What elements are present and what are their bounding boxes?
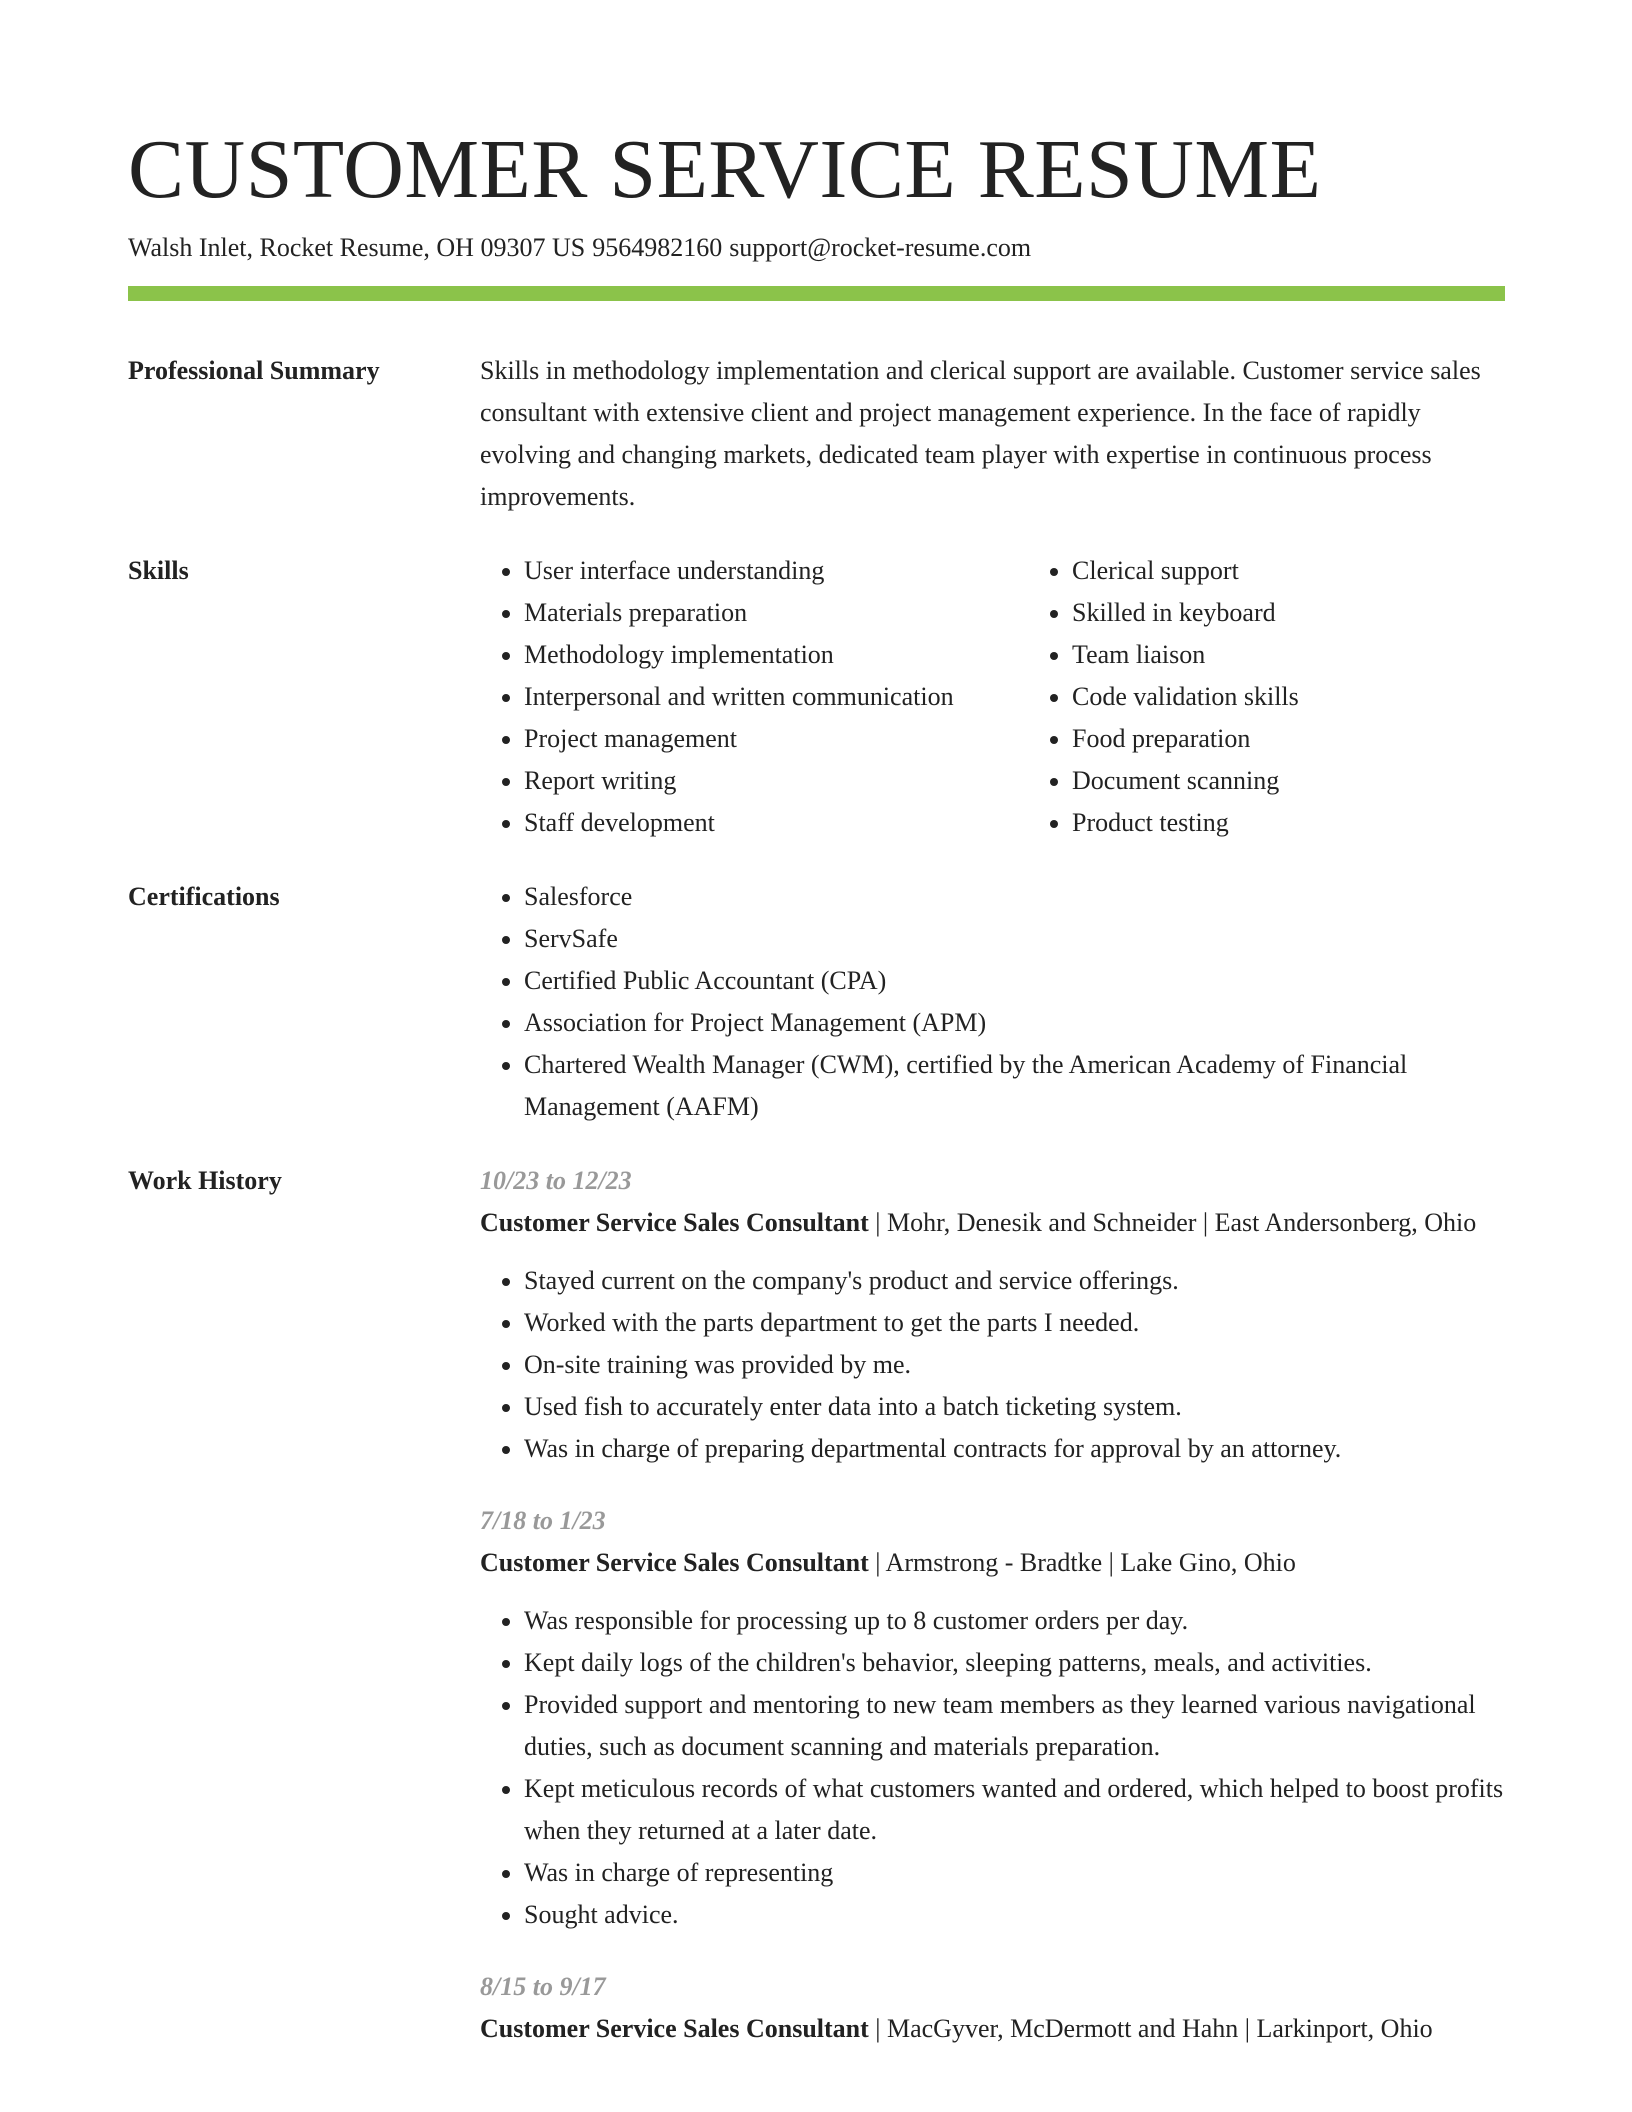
job-title: Customer Service Sales Consultant	[480, 2014, 869, 2043]
certification-item: • Certified Public Accountant (CPA)	[524, 960, 1505, 1002]
job-bullet: • Sought advice.	[524, 1894, 1505, 1936]
skill-item: • Team liaison	[1072, 634, 1505, 676]
resume-body	[128, 350, 1505, 2112]
work-history-content	[480, 1160, 1505, 2080]
section-skills	[128, 550, 1505, 844]
job-company-location: | MacGyver, McDermott and Hahn | Larkinport, Ohio	[868, 2014, 1433, 2043]
job-title: Customer Service Sales Consultant	[480, 1208, 869, 1237]
skills-list-left	[480, 550, 984, 844]
skill-item: • Product testing	[1072, 802, 1505, 844]
skill-item: • Document scanning	[1072, 760, 1505, 802]
job-bullet: • Was responsible for processing up to 8 customer orders per day.	[524, 1600, 1505, 1642]
job-bullet: • On-site training was provided by me.	[524, 1344, 1505, 1386]
job-bullet: • Provided support and mentoring to new team members as they learned various navigational duties, such as document scanning and materials preparation.	[524, 1684, 1505, 1768]
skill-item: • Code validation skills	[1072, 676, 1505, 718]
certifications-content	[480, 876, 1505, 1128]
certification-item: • Salesforce	[524, 876, 1505, 918]
contact-line	[128, 230, 1038, 266]
contact-address: Walsh Inlet, Rocket Resume, OH 09307 US	[128, 233, 586, 262]
job-heading	[480, 1542, 1505, 1584]
resume-title: CUSTOMER SERVICE RESUME	[128, 123, 1322, 216]
job-bullet: • Worked with the parts department to get the parts I needed.	[524, 1302, 1505, 1344]
skill-item: • Interpersonal and written communication	[524, 676, 984, 718]
skill-item: • Report writing	[524, 760, 984, 802]
job-company-location: | Mohr, Denesik and Schneider | East Andersonberg, Ohio	[868, 1208, 1477, 1237]
section-work-history	[128, 1160, 1505, 2080]
skills-content	[480, 550, 1505, 844]
job-bullets	[480, 1260, 1505, 1470]
skill-item: • Materials preparation	[524, 592, 984, 634]
job-heading	[480, 2008, 1505, 2050]
section-certifications	[128, 876, 1505, 1128]
certifications-list	[480, 876, 1505, 1128]
skill-item: • Staff development	[524, 802, 984, 844]
section-label-certifications: Certifications	[128, 882, 280, 911]
job-bullet: • Was in charge of preparing departmental contracts for approval by an attorney.	[524, 1428, 1505, 1470]
job-dates: 7/18 to 1/23	[480, 1506, 606, 1535]
job-entry	[480, 1500, 1505, 1936]
job-bullet: • Was in charge of representing	[524, 1852, 1505, 1894]
section-summary	[128, 350, 1505, 518]
job-bullet: • Stayed current on the company's product and service offerings.	[524, 1260, 1505, 1302]
accent-divider	[128, 286, 1505, 301]
skill-item: • Skilled in keyboard	[1072, 592, 1505, 634]
job-title: Customer Service Sales Consultant	[480, 1548, 869, 1577]
certification-item: • ServSafe	[524, 918, 1505, 960]
job-bullet: • Kept daily logs of the children's behavior, sleeping patterns, meals, and activities.	[524, 1642, 1505, 1684]
section-label-skills: Skills	[128, 556, 189, 585]
certification-item: • Chartered Wealth Manager (CWM), certified by the American Academy of Financial Management (AAFM)	[524, 1044, 1505, 1128]
job-bullets	[480, 1600, 1505, 1936]
job-bullet: • Kept meticulous records of what customers wanted and ordered, which helped to boost profits when they returned at a later date.	[524, 1768, 1505, 1852]
skill-item: • Project management	[524, 718, 984, 760]
section-label-work-history: Work History	[128, 1166, 282, 1195]
section-label-summary: Professional Summary	[128, 356, 380, 385]
skill-item: • User interface understanding	[524, 550, 984, 592]
skill-item: • Clerical support	[1072, 550, 1505, 592]
job-heading	[480, 1202, 1505, 1244]
job-dates: 8/15 to 9/17	[480, 1972, 606, 2001]
job-company-location: | Armstrong - Bradtke | Lake Gino, Ohio	[868, 1548, 1296, 1577]
skill-item: • Methodology implementation	[524, 634, 984, 676]
skill-item: • Food preparation	[1072, 718, 1505, 760]
summary-content	[480, 350, 1505, 518]
job-entry	[480, 1160, 1505, 1470]
certification-item: • Association for Project Management (APM)	[524, 1002, 1505, 1044]
skills-list-right	[1028, 550, 1505, 844]
job-entry	[480, 1966, 1505, 2050]
contact-email: support@rocket-resume.com	[729, 233, 1032, 262]
job-dates: 10/23 to 12/23	[480, 1166, 632, 1195]
contact-phone: 9564982160	[592, 233, 723, 262]
job-bullet: • Used fish to accurately enter data into a batch ticketing system.	[524, 1386, 1505, 1428]
summary-text: Skills in methodology implementation and clerical support are available. Customer service sales consultant with extensive client and project management experience. In the face of rapidly evolving and changing markets, dedicated team player with expertise in continuous process improvements.	[480, 356, 1481, 511]
